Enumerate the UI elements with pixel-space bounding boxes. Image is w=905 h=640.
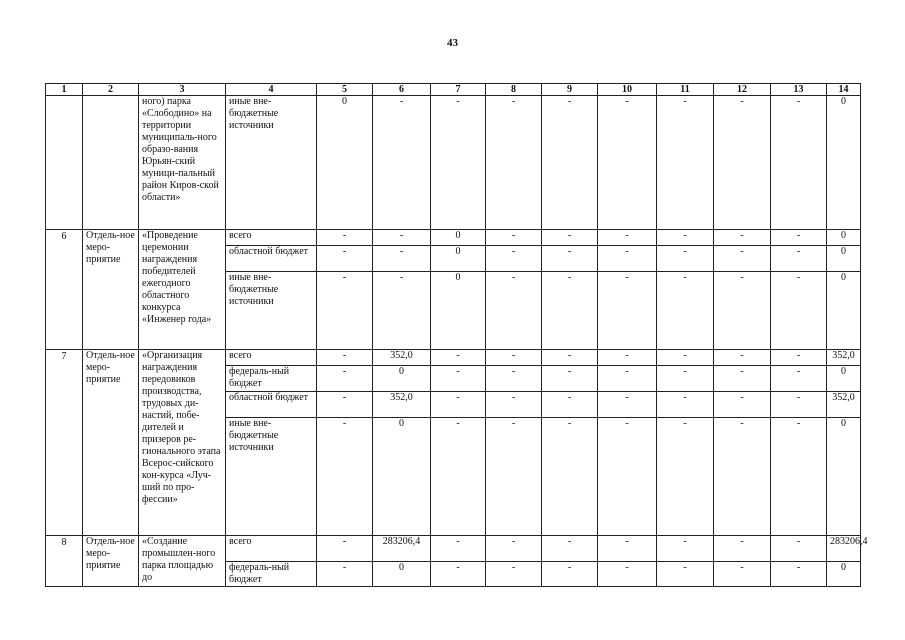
value-cell: - [714,536,771,562]
value-cell: 283206,4 [373,536,431,562]
value-cell: - [714,272,771,350]
funding-source: иные вне-бюджетные источники [226,272,317,350]
value-cell: - [657,366,714,392]
activity-type: Отдель-ное меро-приятие [83,536,139,587]
value-cell: 0 [827,418,861,536]
value-cell: - [542,230,598,246]
value-cell: - [598,418,657,536]
value-cell: - [317,230,373,246]
activity-name: «Проведение церемонии награждения победителей ежегодного областного конкурса «Инженер года» [139,230,226,350]
funding-source: областной бюджет [226,392,317,418]
funding-source: федераль-ный бюджет [226,562,317,587]
value-cell: - [486,562,542,587]
value-cell: 0 [827,562,861,587]
value-cell: - [542,366,598,392]
value-cell: - [714,392,771,418]
value-cell: - [657,246,714,272]
activity-name: «Создание промышлен-ного парка площадью до [139,536,226,587]
value-cell: 0 [431,272,486,350]
value-cell: - [373,272,431,350]
value-cell: - [317,366,373,392]
value-cell: - [542,96,598,230]
table-row [46,350,861,366]
column-header: 6 [373,84,431,96]
column-header: 13 [771,84,827,96]
value-cell: 0 [827,230,861,246]
value-cell: - [317,562,373,587]
value-cell: - [657,230,714,246]
column-header: 10 [598,84,657,96]
value-cell: - [542,350,598,366]
value-cell: - [486,272,542,350]
value-cell: - [657,392,714,418]
value-cell: 0 [431,230,486,246]
value-cell: 0 [827,246,861,272]
value-cell: - [657,562,714,587]
column-header: 8 [486,84,542,96]
activity-type: Отдель-ное меро-приятие [83,230,139,350]
value-cell: - [771,350,827,366]
funding-source: иные вне-бюджетные источники [226,96,317,230]
table-row [46,230,861,246]
value-cell: - [771,562,827,587]
value-cell: - [431,96,486,230]
value-cell: - [771,418,827,536]
value-cell: - [486,246,542,272]
column-header: 14 [827,84,861,96]
value-cell: - [771,96,827,230]
value-cell: - [542,536,598,562]
value-cell: - [431,536,486,562]
activity-name: «Организация награждения передовиков производства, трудовых ди-настий, побе-дителей и призеров ре-гионального этапа Всерос-сийского кон-курса «Луч-ший по про-фессии» [139,350,226,536]
funding-source: федераль-ный бюджет [226,366,317,392]
value-cell: - [486,418,542,536]
value-cell: - [431,350,486,366]
value-cell: - [431,366,486,392]
value-cell: - [657,272,714,350]
table-row [46,536,861,562]
value-cell: 283206,4 [827,536,861,562]
value-cell: - [771,272,827,350]
value-cell: - [317,246,373,272]
value-cell: 0 [373,366,431,392]
value-cell: 0 [827,272,861,350]
funding-source: иные вне-бюджетные источники [226,418,317,536]
activity-type: Отдель-ное меро-приятие [83,350,139,536]
value-cell: 0 [373,418,431,536]
row-number: 6 [46,230,83,350]
value-cell: - [317,536,373,562]
value-cell: - [714,350,771,366]
budget-table [45,83,868,587]
value-cell: - [598,350,657,366]
value-cell: - [598,272,657,350]
value-cell: - [598,366,657,392]
value-cell: - [714,96,771,230]
value-cell: 352,0 [373,350,431,366]
value-cell: - [598,536,657,562]
value-cell: - [598,96,657,230]
value-cell: - [598,392,657,418]
value-cell: - [317,392,373,418]
value-cell: - [373,230,431,246]
column-header: 5 [317,84,373,96]
value-cell: - [431,562,486,587]
value-cell: 0 [827,96,861,230]
value-cell: - [317,350,373,366]
value-cell: - [317,418,373,536]
value-cell: - [714,562,771,587]
value-cell: - [486,96,542,230]
value-cell: - [771,366,827,392]
value-cell: - [598,230,657,246]
value-cell: - [486,392,542,418]
value-cell: 352,0 [827,392,861,418]
funding-source: всего [226,230,317,246]
value-cell: - [373,96,431,230]
value-cell: - [771,246,827,272]
value-cell: - [657,418,714,536]
value-cell: - [771,230,827,246]
value-cell: - [542,272,598,350]
value-cell: - [486,230,542,246]
value-cell: - [486,536,542,562]
column-header: 11 [657,84,714,96]
column-header: 1 [46,84,83,96]
row-number: 7 [46,350,83,536]
column-header: 9 [542,84,598,96]
value-cell: - [598,246,657,272]
value-cell: 0 [317,96,373,230]
value-cell: - [714,418,771,536]
value-cell: 0 [373,562,431,587]
funding-source: областной бюджет [226,246,317,272]
page-number: 43 [447,37,458,49]
value-cell: - [657,536,714,562]
column-header: 3 [139,84,226,96]
activity-name: ного) парка «Слободино» на территории муниципаль-ного образо-вания Юрьян-ский муници-пальный район Киров-ской области» [139,96,226,230]
value-cell: - [542,562,598,587]
activity-type [83,96,139,230]
value-cell: - [771,536,827,562]
header-row [46,84,861,96]
value-cell: 0 [431,246,486,272]
column-header: 7 [431,84,486,96]
value-cell: - [771,392,827,418]
value-cell: - [714,246,771,272]
value-cell: - [542,418,598,536]
value-cell: - [598,562,657,587]
value-cell: - [431,418,486,536]
value-cell: 352,0 [373,392,431,418]
value-cell: - [373,246,431,272]
row-number: 8 [46,536,83,587]
row-number [46,96,83,230]
column-header: 4 [226,84,317,96]
value-cell: - [542,246,598,272]
value-cell: - [486,350,542,366]
value-cell: - [657,96,714,230]
funding-source: всего [226,350,317,366]
value-cell: - [431,392,486,418]
table-row [46,96,861,230]
value-cell: - [542,392,598,418]
value-cell: - [714,230,771,246]
value-cell: - [714,366,771,392]
funding-source: всего [226,536,317,562]
value-cell: 0 [827,366,861,392]
value-cell: - [317,272,373,350]
value-cell: - [657,350,714,366]
column-header: 12 [714,84,771,96]
value-cell: - [486,366,542,392]
column-header: 2 [83,84,139,96]
value-cell: 352,0 [827,350,861,366]
